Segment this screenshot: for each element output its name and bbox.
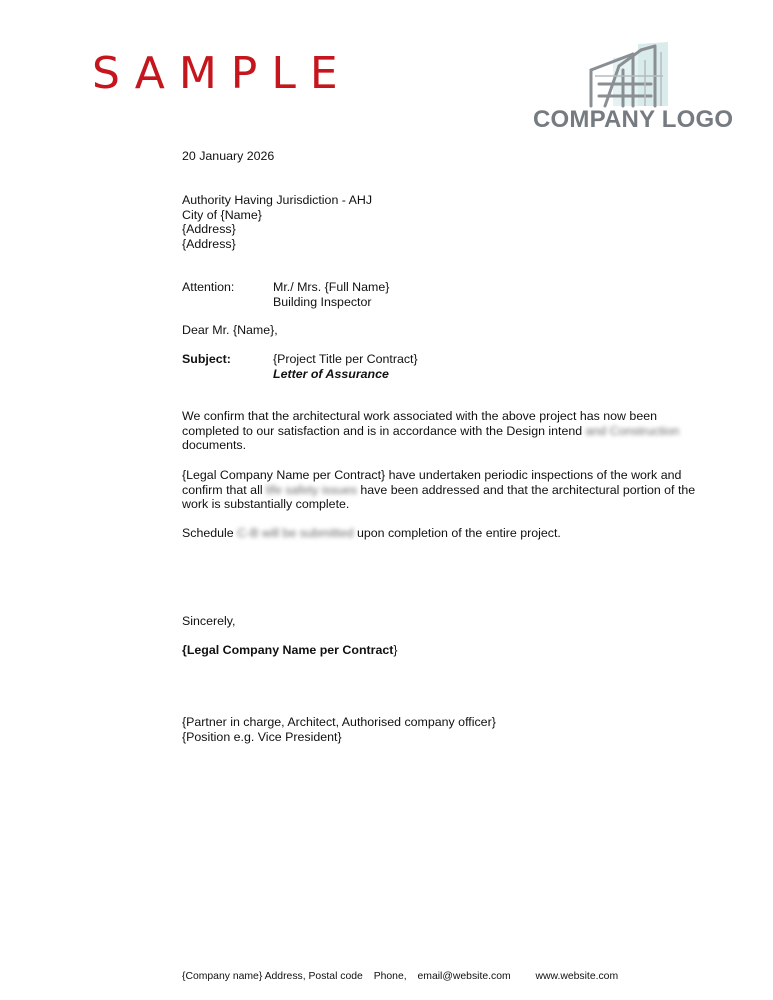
company-signature-name: {Legal Company Name per Contract (182, 643, 394, 657)
paragraph-schedule (182, 526, 561, 541)
footer-email: email@website.com (417, 971, 511, 982)
logo-text: COMPANY LOGO (533, 106, 734, 133)
paragraph-line: work is substantially complete. (182, 497, 350, 512)
letter-date: 20 January 2026 (182, 149, 275, 163)
subject-label: Subject: (182, 352, 231, 366)
signatory-line: {Position e.g. Vice President} (182, 729, 342, 744)
paragraph-line: We confirm that the architectural work associated with the above project has now been (182, 409, 657, 423)
subject-block (182, 352, 582, 382)
recipient-line: {Address} (182, 236, 236, 251)
signatory-block (182, 715, 496, 744)
footer-phone: Phone, (373, 971, 407, 982)
blurred-text: C-B will be submitted (237, 526, 354, 540)
paragraph-inspections (182, 468, 695, 512)
paragraph-text: upon completion of the entire project. (356, 526, 561, 540)
sample-watermark: SAMPLE (92, 48, 352, 99)
company-logo (533, 40, 734, 135)
signatory-line: {Partner in charge, Architect, Authorised company officer} (182, 715, 496, 729)
recipient-line: City of {Name} (182, 207, 262, 222)
blurred-text: and Construction (585, 423, 680, 438)
attention-block (182, 280, 582, 310)
paragraph-text: completed to our satisfaction and is in accordance with the Design intend (182, 423, 583, 438)
paragraph-line: documents. (182, 438, 247, 453)
paragraph-text: confirm that all (182, 482, 263, 497)
subject-project: {Project Title per Contract} (273, 352, 418, 366)
attention-title: Building Inspector (273, 294, 372, 309)
footer-website: www.website.com (535, 971, 619, 982)
attention-label: Attention: (182, 280, 235, 294)
paragraph-line: {Legal Company Name per Contract} have undertaken periodic inspections of the work and (182, 468, 682, 482)
closing: Sincerely, (182, 614, 236, 628)
salutation: Dear Mr. {Name}, (182, 323, 278, 337)
paragraph-text: Schedule (182, 526, 234, 540)
recipient-block (182, 193, 372, 251)
company-signature (182, 643, 398, 658)
paragraph-line (182, 424, 679, 439)
paragraph-confirmation (182, 409, 679, 453)
paragraph-text: have been addressed and that the architectural portion of the (360, 482, 696, 497)
recipient-line: {Address} (182, 222, 236, 237)
blurred-text: life safety issues (266, 482, 357, 497)
company-signature-brace: } (393, 643, 398, 657)
page-footer (182, 971, 618, 982)
building-outline-icon (533, 40, 723, 110)
subject-letter-type: Letter of Assurance (273, 366, 389, 381)
footer-company-address: {Company name} Address, Postal code (182, 971, 363, 982)
recipient-line: Authority Having Jurisdiction - AHJ (182, 193, 373, 207)
paragraph-line (182, 483, 695, 498)
attention-name: Mr./ Mrs. {Full Name} (273, 280, 390, 294)
